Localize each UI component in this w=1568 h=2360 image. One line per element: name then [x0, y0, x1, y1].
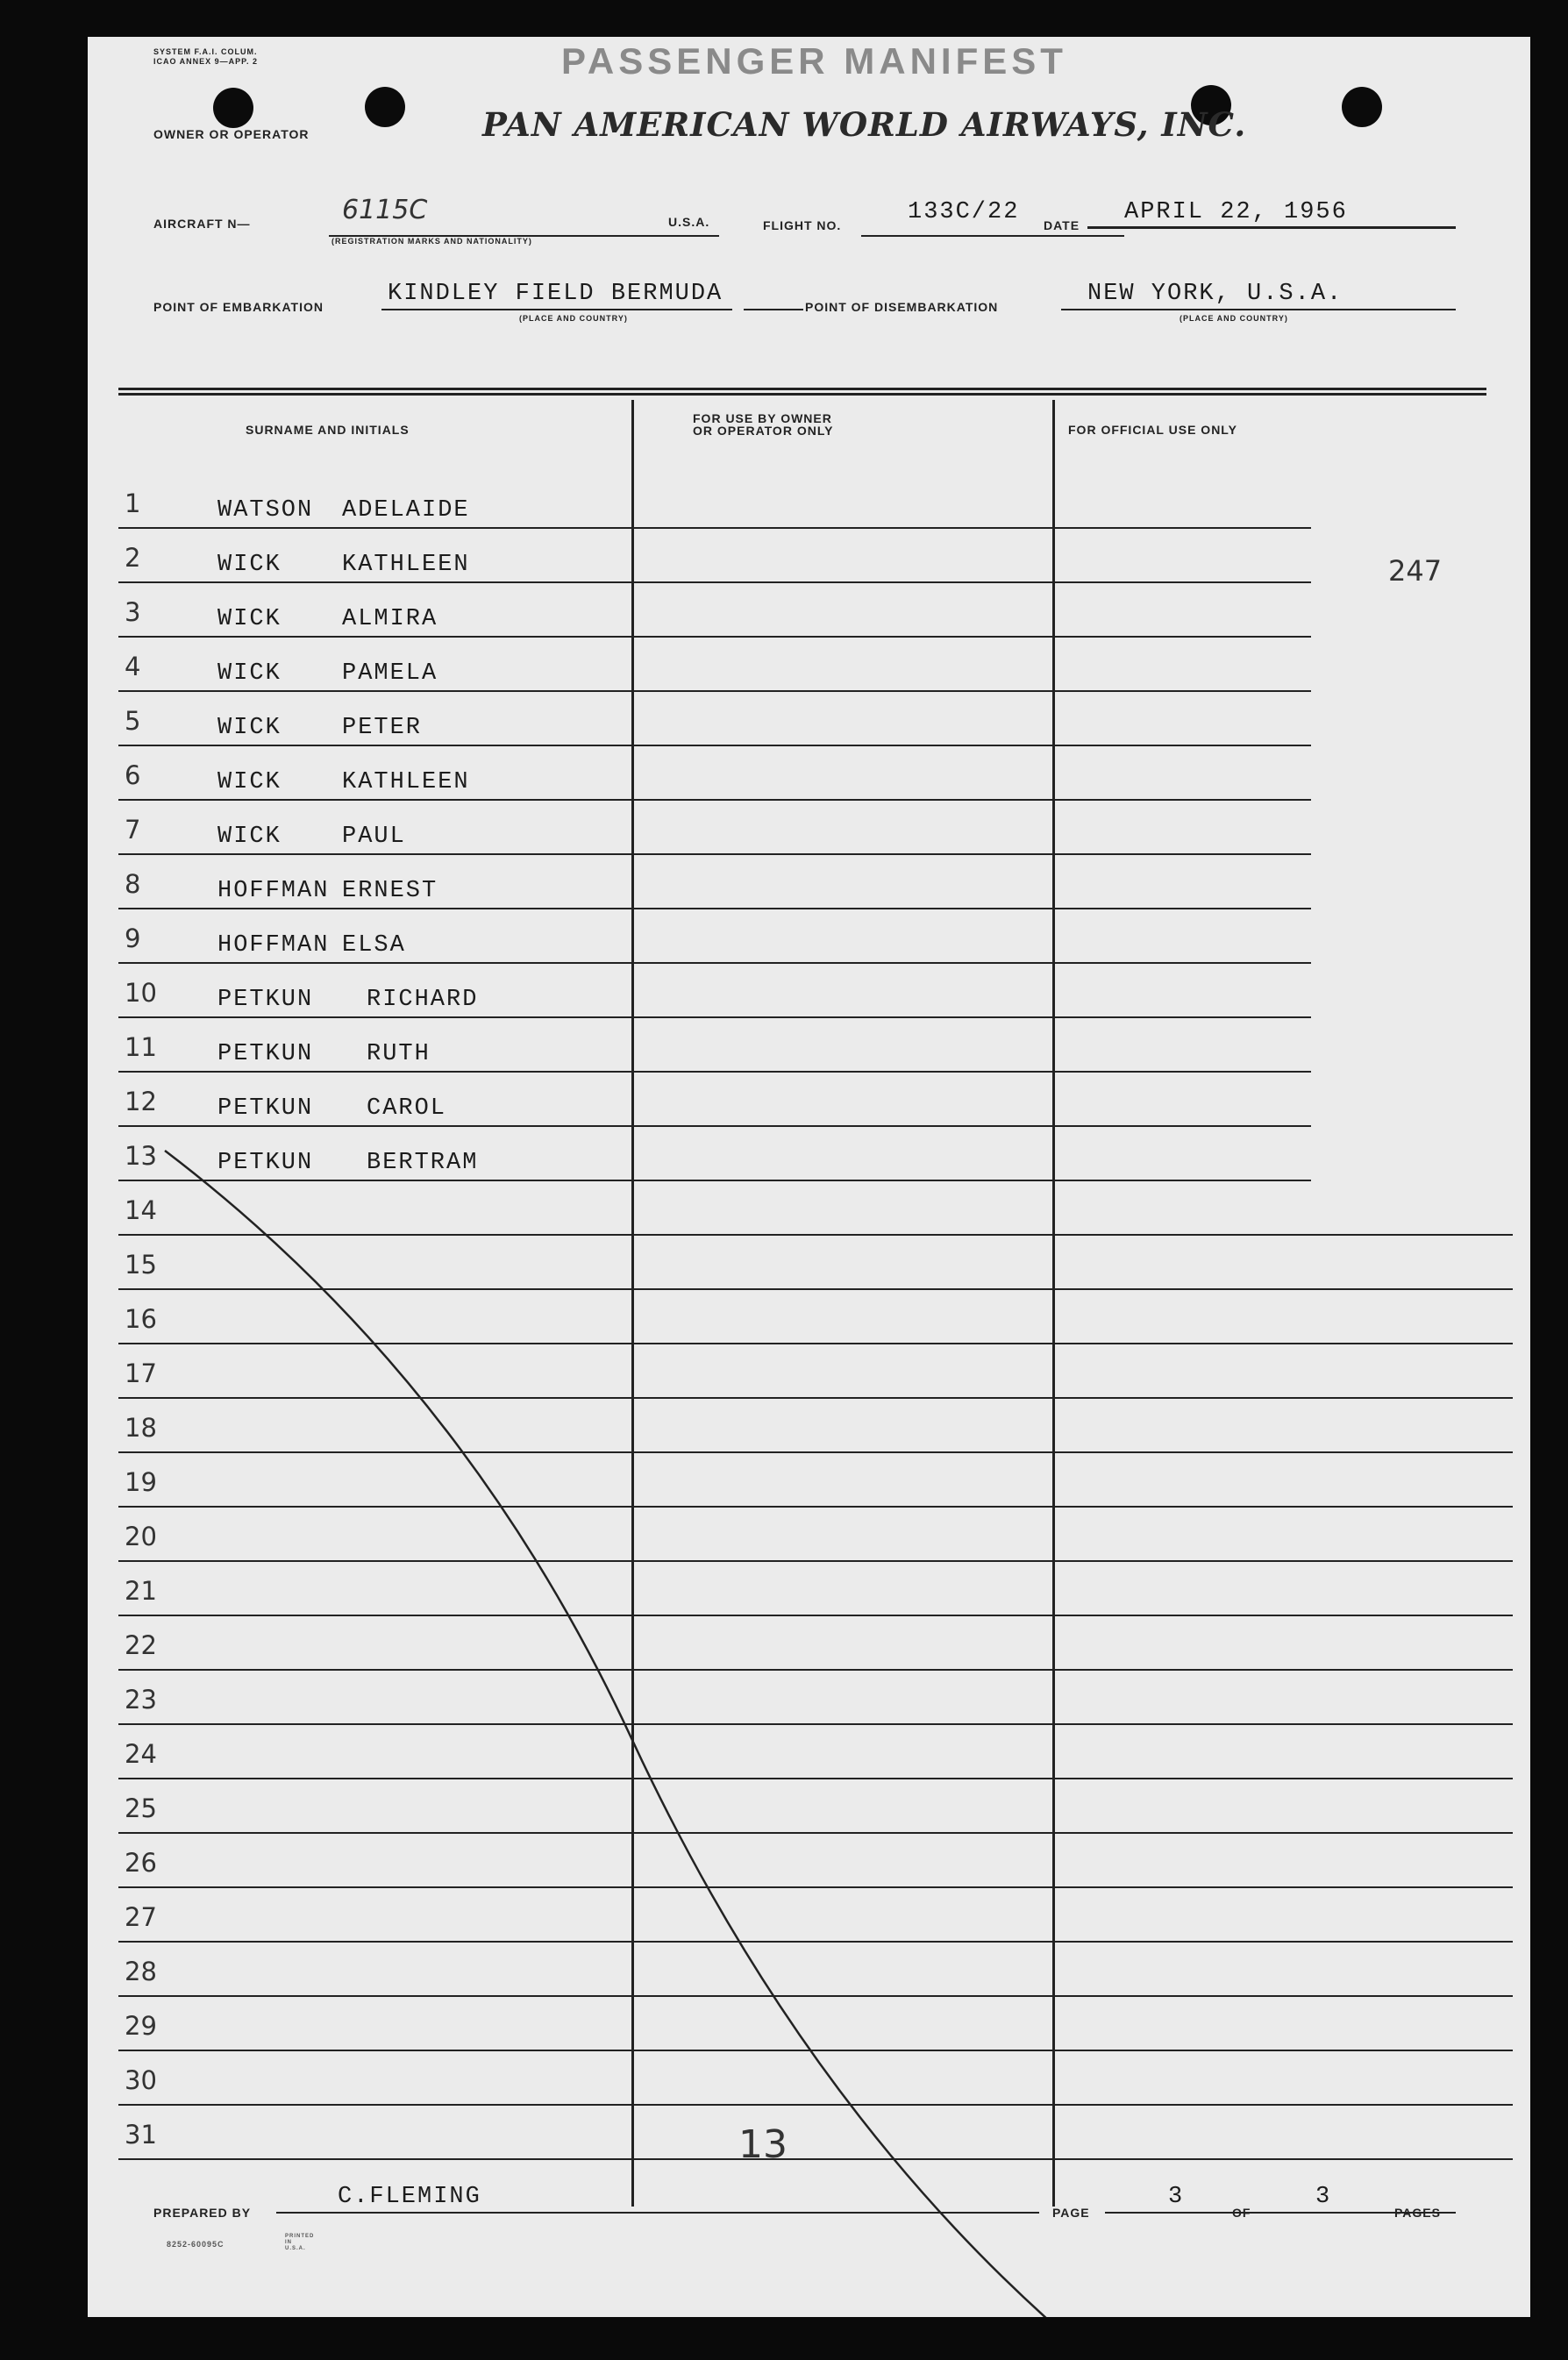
row-number: 10: [125, 978, 157, 1008]
passenger-surname: HOFFMAN: [217, 878, 330, 904]
disembarkation-value: NEW YORK, U.S.A.: [1087, 281, 1343, 307]
page-value: 3: [1168, 2184, 1185, 2210]
passenger-given-name: ADELAIDE: [342, 497, 470, 524]
passenger-given-name: KATHLEEN: [342, 769, 470, 795]
passenger-surname: WICK: [217, 552, 282, 578]
row-number: 23: [125, 1685, 157, 1715]
passenger-surname: WICK: [217, 824, 282, 850]
row-number: 26: [125, 1848, 157, 1878]
manifest-title: PASSENGER MANIFEST: [561, 40, 1067, 82]
page-label: PAGE: [1052, 2206, 1090, 2220]
row-number: 19: [125, 1467, 157, 1497]
aircraft-label: AIRCRAFT N—: [153, 217, 251, 231]
passenger-given-name: ELSA: [342, 932, 406, 959]
row-number: 28: [125, 1957, 157, 1986]
embarkation-label: POINT OF EMBARKATION: [153, 300, 324, 314]
form-reference: SYSTEM F.A.I. COLUM. ICAO ANNEX 9—APP. 2: [153, 47, 259, 66]
country-label: U.S.A.: [668, 215, 710, 229]
prepared-underline: [276, 2212, 1039, 2214]
passenger-surname: PETKUN: [217, 1095, 314, 1122]
registration-note: (REGISTRATION MARKS AND NATIONALITY): [331, 237, 532, 246]
row-number: 29: [125, 2011, 157, 2041]
operator-name: PAN AMERICAN WORLD AIRWAYS, INC.: [482, 105, 1247, 144]
embarkation-value: KINDLEY FIELD BERMUDA: [388, 281, 723, 307]
row-number: 11: [125, 1032, 157, 1062]
flight-value: 133C/22: [908, 199, 1020, 225]
row-number: 12: [125, 1087, 157, 1116]
row-number: 24: [125, 1739, 157, 1769]
of-label: OF: [1232, 2206, 1251, 2220]
manifest-page: [88, 37, 1530, 2317]
side-number: 247: [1388, 554, 1443, 588]
owner-column-header: FOR USE BY OWNER OR OPERATOR ONLY: [693, 411, 834, 438]
passenger-given-name: CAROL: [367, 1095, 447, 1122]
owner-label: OWNER OR OPERATOR: [153, 127, 310, 141]
disembarkation-label: POINT OF DISEMBARKATION: [805, 300, 999, 314]
row-number: 5: [125, 706, 141, 736]
passenger-given-name: RICHARD: [367, 987, 479, 1013]
passenger-given-name: RUTH: [367, 1041, 431, 1067]
row-number: 31: [125, 2120, 157, 2150]
passenger-surname: PETKUN: [217, 987, 314, 1013]
row-number: 9: [125, 923, 141, 953]
row-number: 7: [125, 815, 141, 845]
date-value: APRIL 22, 1956: [1124, 199, 1348, 225]
passenger-given-name: BERTRAM: [367, 1150, 479, 1176]
passenger-given-name: ERNEST: [342, 878, 438, 904]
row-number: 3: [125, 597, 141, 627]
passenger-surname: WICK: [217, 715, 282, 741]
passenger-surname: WICK: [217, 660, 282, 687]
passenger-given-name: PAUL: [342, 824, 406, 850]
row-number: 15: [125, 1250, 157, 1280]
row-number: 27: [125, 1902, 157, 1932]
aircraft-value: 6115C: [342, 195, 428, 225]
row-number: 25: [125, 1793, 157, 1823]
row-number: 20: [125, 1522, 157, 1551]
row-number: 17: [125, 1358, 157, 1388]
row-number: 1: [125, 488, 141, 518]
official-column-header: FOR OFFICIAL USE ONLY: [1068, 423, 1237, 437]
row-number: 16: [125, 1304, 157, 1334]
prepared-label: PREPARED BY: [153, 2206, 252, 2220]
row-number: 18: [125, 1413, 157, 1443]
passenger-given-name: PAMELA: [342, 660, 438, 687]
printed-note: PRINTED IN U.S.A.: [285, 2234, 315, 2251]
passenger-given-name: KATHLEEN: [342, 552, 470, 578]
form-number: 8252-60095C: [167, 2240, 225, 2249]
row-number: 14: [125, 1195, 157, 1225]
passenger-surname: HOFFMAN: [217, 932, 330, 959]
row-number: 8: [125, 869, 141, 899]
disembarkation-place-note: (PLACE AND COUNTRY): [1180, 314, 1288, 323]
row-number: 6: [125, 760, 141, 790]
row-number: 30: [125, 2065, 157, 2095]
cancel-stroke: [88, 37, 1530, 2317]
row-number: 2: [125, 543, 141, 573]
name-column-header: SURNAME AND INITIALS: [246, 423, 410, 437]
passenger-given-name: PETER: [342, 715, 423, 741]
flight-label: FLIGHT NO.: [763, 218, 842, 232]
passenger-surname: PETKUN: [217, 1150, 314, 1176]
total-count: 13: [738, 2122, 788, 2167]
prepared-value: C.FLEMING: [338, 2184, 481, 2210]
passenger-given-name: ALMIRA: [342, 606, 438, 632]
passenger-surname: WICK: [217, 606, 282, 632]
row-number: 21: [125, 1576, 157, 1606]
row-number: 13: [125, 1141, 157, 1171]
passenger-surname: WATSON: [217, 497, 314, 524]
pages-label: PAGES: [1394, 2206, 1441, 2220]
date-label: DATE: [1044, 218, 1080, 232]
passenger-surname: WICK: [217, 769, 282, 795]
row-number: 22: [125, 1630, 157, 1660]
embarkation-place-note: (PLACE AND COUNTRY): [519, 314, 628, 323]
passenger-surname: PETKUN: [217, 1041, 314, 1067]
row-number: 4: [125, 652, 141, 681]
of-value: 3: [1315, 2184, 1332, 2210]
